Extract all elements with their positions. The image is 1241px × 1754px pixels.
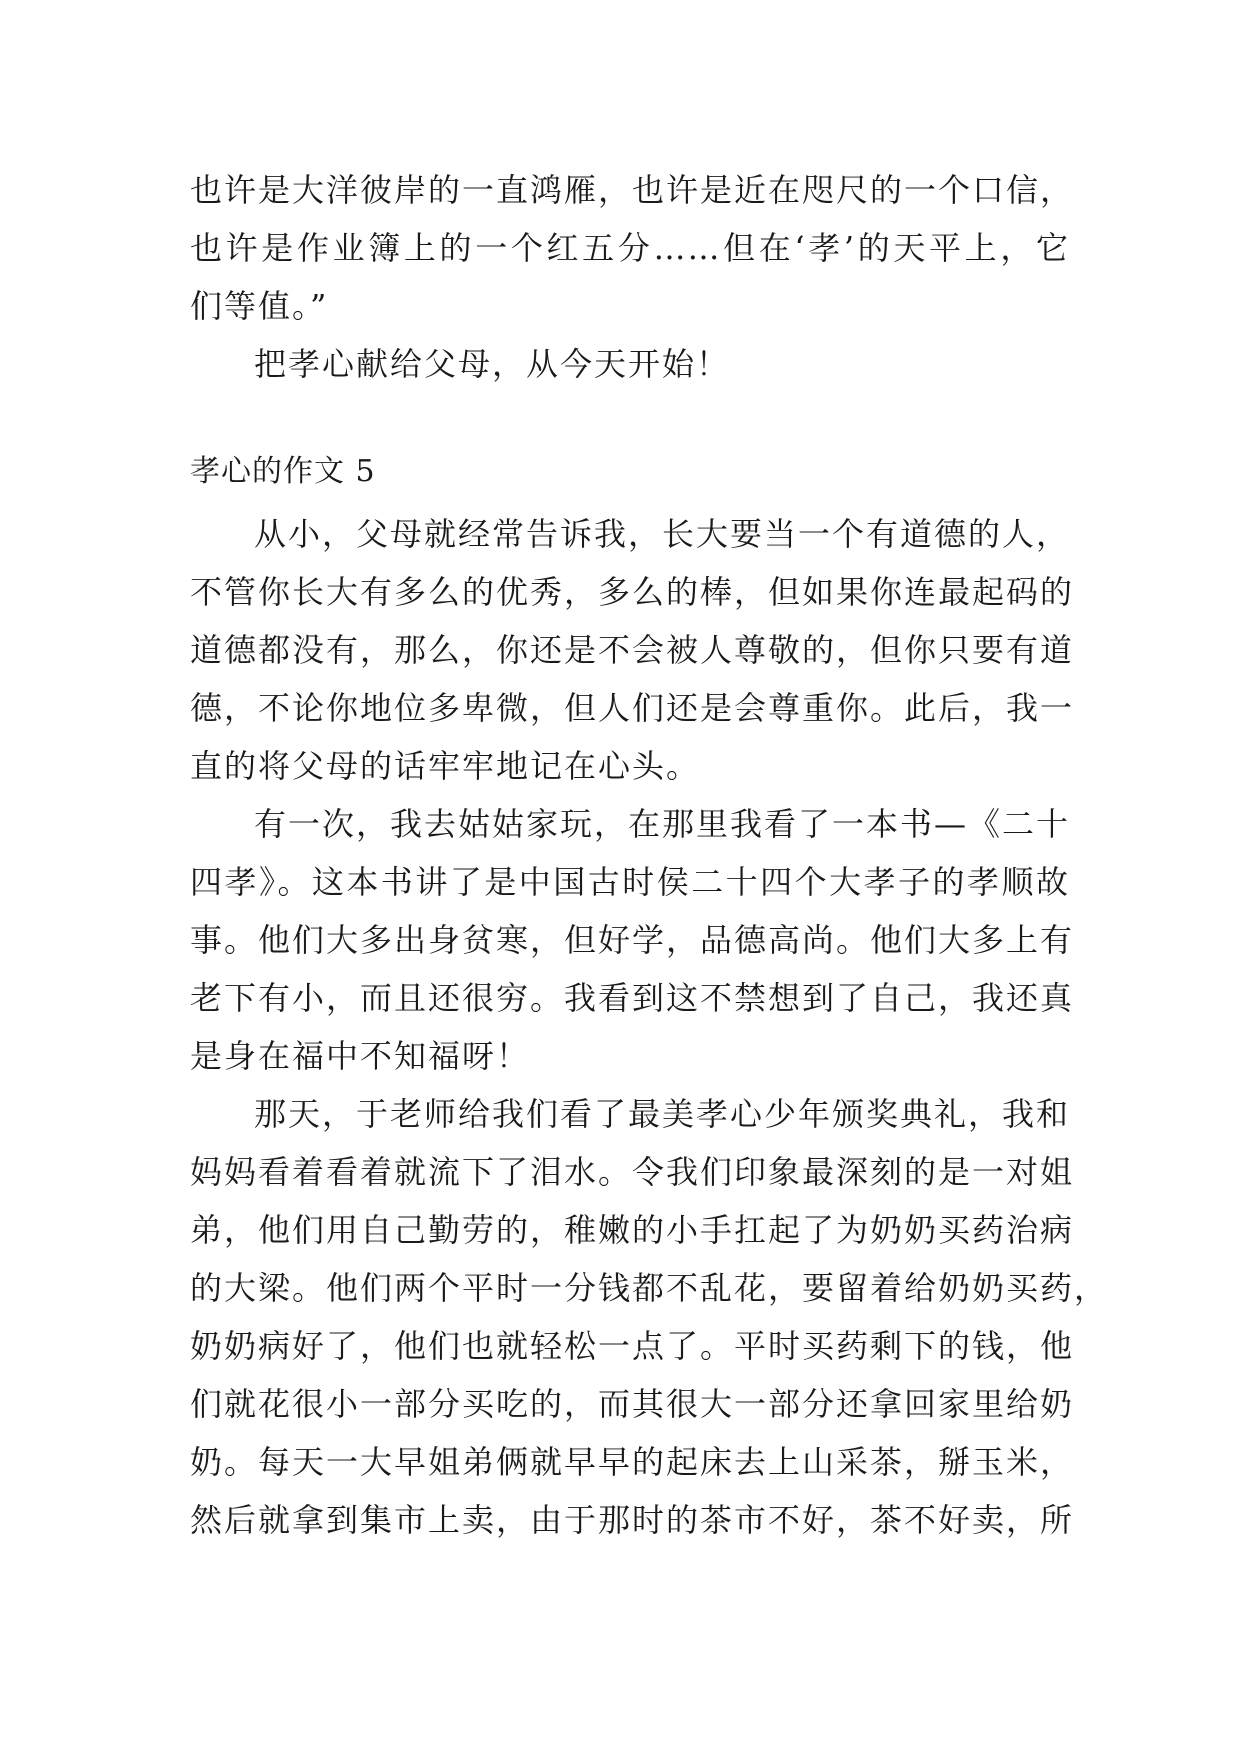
paragraph-line: 老下有小，而且还很穷。我看到这不禁想到了自己，我还真 (190, 979, 1075, 1017)
paragraph-line: 那天，于老师给我们看了最美孝心少年颁奖典礼，我和 (254, 1095, 1071, 1133)
paragraph-line: 也许是作业簿上的一个红五分……但在‘孝’的天平上，它 (190, 229, 1070, 267)
section-heading: 孝心的作文 5 (190, 454, 376, 489)
paragraph-line: 的大梁。他们两个平时一分钱都不乱花，要留着给奶奶买药， (190, 1269, 1109, 1307)
paragraph-line: 把孝心献给父母，从今天开始！ (254, 345, 731, 383)
paragraph-line: 四孝》。这本书讲了是中国古时侯二十四个大孝子的孝顺故 (190, 863, 1070, 901)
paragraph-line: 道德都没有，那么，你还是不会被人尊敬的，但你只要有道 (190, 631, 1075, 669)
paragraph-line: 奶。每天一大早姐弟俩就早早的起床去上山采茶，掰玉米， (190, 1443, 1075, 1481)
paragraph-line: 妈妈看着看着就流下了泪水。令我们印象最深刻的是一对姐 (190, 1153, 1075, 1191)
paragraph-line: 奶奶病好了，他们也就轻松一点了。平时买药剩下的钱，他 (190, 1327, 1075, 1365)
paragraph-line: 不管你长大有多么的优秀，多么的棒，但如果你连最起码的 (190, 573, 1075, 611)
paragraph-line: 直的将父母的话牢牢地记在心头。 (190, 747, 701, 785)
paragraph-line: 也许是大洋彼岸的一直鸿雁，也许是近在咫尺的一个口信， (190, 171, 1075, 209)
paragraph-line: 们就花很小一部分买吃的，而其很大一部分还拿回家里给奶 (190, 1385, 1075, 1423)
paragraph-line: 事。他们大多出身贫寒，但好学，品德高尚。他们大多上有 (190, 921, 1075, 959)
paragraph-line: 德，不论你地位多卑微，但人们还是会尊重你。此后，我一 (190, 689, 1075, 727)
paragraph-line: 从小，父母就经常告诉我，长大要当一个有道德的人， (254, 515, 1071, 553)
paragraph-line: 是身在福中不知福呀！ (190, 1037, 531, 1075)
paragraph-line: 然后就拿到集市上卖，由于那时的茶市不好，茶不好卖，所 (190, 1501, 1075, 1539)
paragraph-line: 们等值。” (190, 287, 329, 325)
paragraph-line: 弟，他们用自己勤劳的，稚嫩的小手扛起了为奶奶买药治病 (190, 1211, 1075, 1249)
paragraph-line: 有一次，我去姑姑家玩，在那里我看了一本书—《二十 (254, 805, 1071, 843)
